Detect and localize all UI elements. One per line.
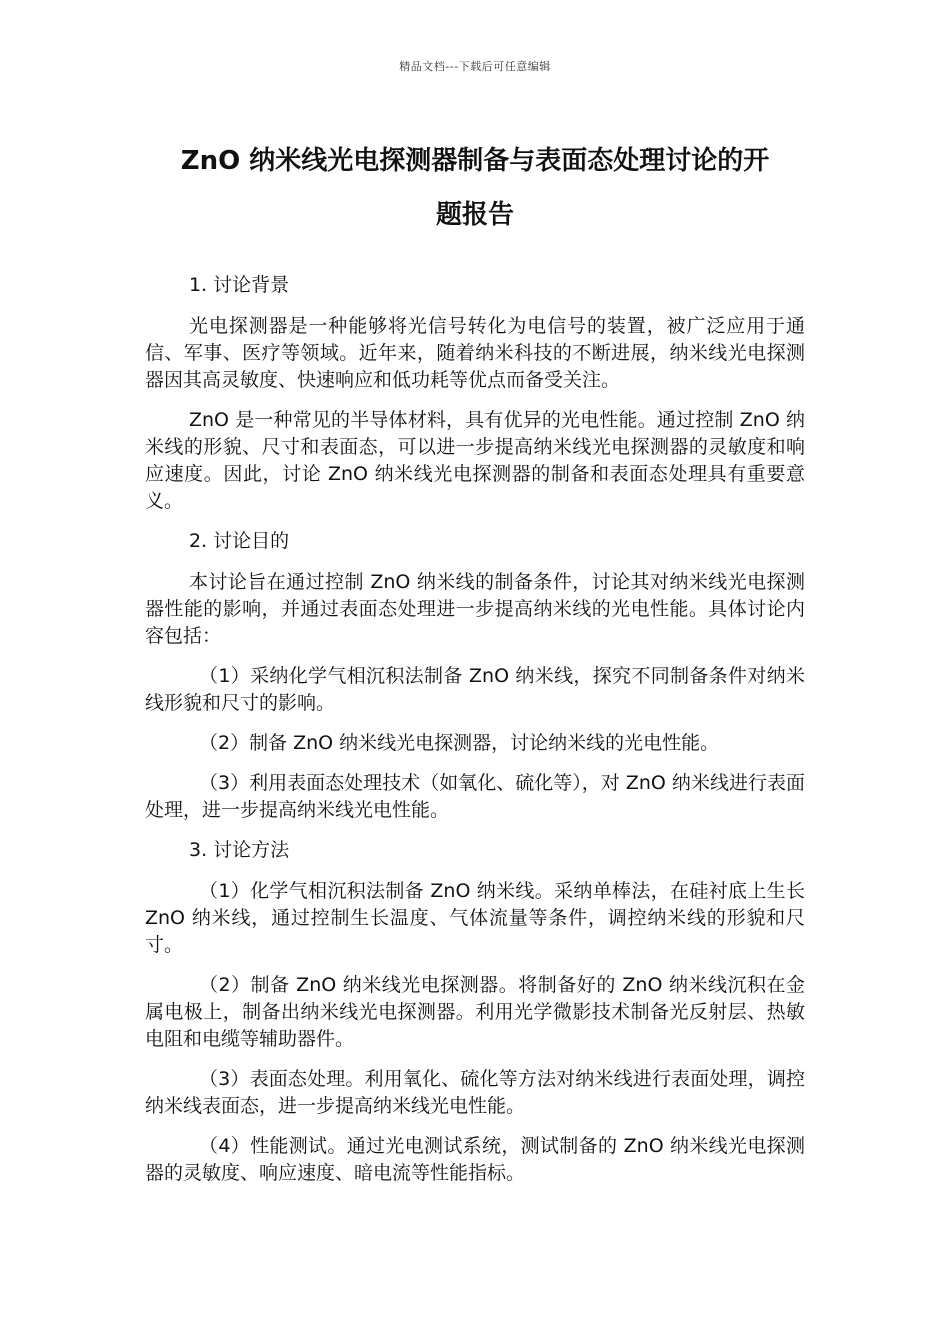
list-item: （2）制备 ZnO 纳米线光电探测器。将制备好的 ZnO 纳米线沉积在金属电极上，制备出纳米线光电探测器。利用光学微影技术制备光反射层、热敏电阻和电缆等辅助器件。	[145, 974, 805, 1050]
list-item: （1）采纳化学气相沉积法制备 ZnO 纳米线，探究不同制备条件对纳米线形貌和尺寸的影响。	[145, 665, 805, 714]
paragraph: 光电探测器是一种能够将光信号转化为电信号的装置，被广泛应用于通信、军事、医疗等领域。近年来，随着纳米科技的不断进展，纳米线光电探测器因其高灵敏度、快速响应和低功耗等优点而备受关注。	[145, 315, 805, 391]
section-heading-methods: 3. 讨论方法	[189, 839, 290, 861]
document-title	[145, 134, 805, 242]
title-line-1: ZnO 纳米线光电探测器制备与表面态处理讨论的开	[180, 146, 770, 176]
section-heading-background: 1. 讨论背景	[189, 274, 290, 296]
title-line-2: 题报告	[435, 200, 514, 230]
document-body	[145, 272, 805, 1200]
list-item: （4）性能测试。通过光电测试系统，测试制备的 ZnO 纳米线光电探测器的灵敏度、响应速度、暗电流等性能指标。	[145, 1135, 805, 1184]
header-note: 精品文档---下载后可任意编辑	[399, 60, 551, 73]
section-heading-purpose: 2. 讨论目的	[189, 530, 290, 552]
list-item: （3）利用表面态处理技术（如氧化、硫化等），对 ZnO 纳米线进行表面处理，进一步提高纳米线光电性能。	[145, 772, 805, 821]
list-item: （3）表面态处理。利用氧化、硫化等方法对纳米线进行表面处理，调控纳米线表面态，进一步提高纳米线光电性能。	[145, 1068, 805, 1117]
list-item: （1）化学气相沉积法制备 ZnO 纳米线。采纳单棒法，在硅衬底上生长 ZnO 纳米线，通过控制生长温度、气体流量等条件，调控纳米线的形貌和尺寸。	[145, 880, 805, 956]
paragraph: ZnO 是一种常见的半导体材料，具有优异的光电性能。通过控制 ZnO 纳米线的形貌、尺寸和表面态，可以进一步提高纳米线光电探测器的灵敏度和响应速度。因此，讨论 ZnO 纳米线光电探测器的制备和表面态处理具有重要意义。	[145, 409, 805, 512]
paragraph: 本讨论旨在通过控制 ZnO 纳米线的制备条件，讨论其对纳米线光电探测器性能的影响，并通过表面态处理进一步提高纳米线的光电性能。具体讨论内容包括：	[145, 571, 805, 647]
list-item: （2）制备 ZnO 纳米线光电探测器，讨论纳米线的光电性能。	[199, 732, 720, 754]
